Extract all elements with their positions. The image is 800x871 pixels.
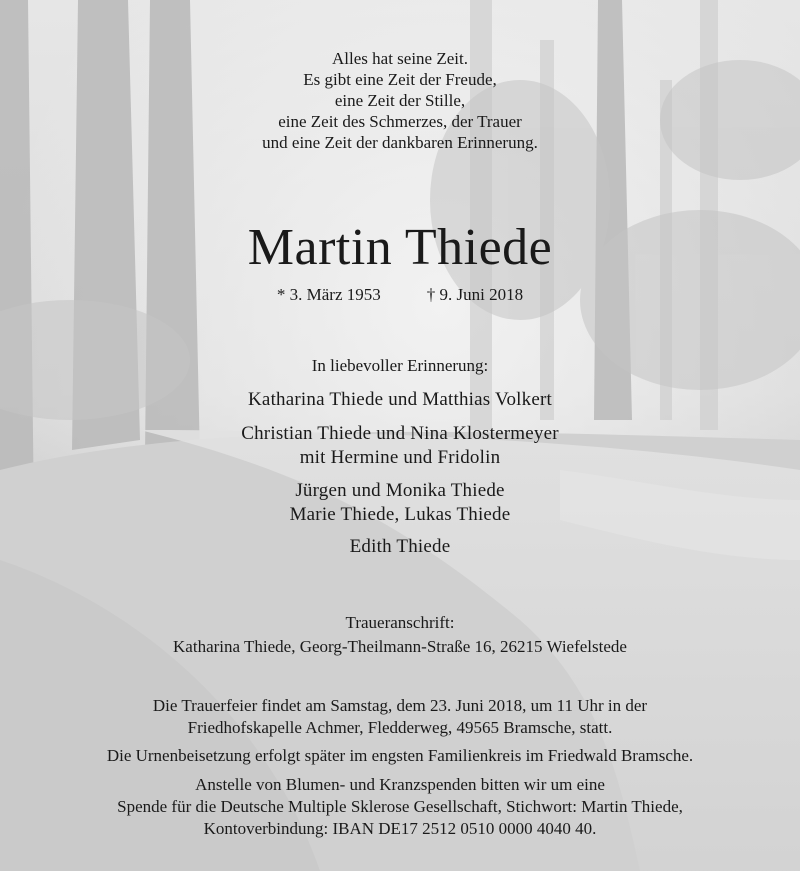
- deceased-name: Martin Thiede: [247, 219, 553, 276]
- donation-line-1: Anstelle von Blumen- und Kranzspenden bitten wir um eine: [195, 775, 605, 794]
- donation-line-3: Kontoverbindung: IBAN DE17 2512 0510 0000 4040 40.: [203, 819, 597, 838]
- funeral-line-2: Friedhofskapelle Achmer, Fledderweg, 49565 Bramsche, statt.: [187, 718, 613, 737]
- poem-line-5: und eine Zeit der dankbaren Erinnerung.: [262, 133, 538, 152]
- donation-line-2: Spende für die Deutsche Multiple Sklerose Gesellschaft, Stichwort: Martin Thiede,: [117, 797, 683, 816]
- poem-line-1: Alles hat seine Zeit.: [332, 49, 468, 68]
- poem-line-4: eine Zeit des Schmerzes, der Trauer: [278, 112, 522, 131]
- family-line-4: Jürgen und Monika Thiede: [295, 480, 505, 501]
- birth-date: * 3. März 1953: [276, 285, 381, 304]
- family-line-5: Marie Thiede, Lukas Thiede: [289, 504, 511, 525]
- burial-note: Die Urnenbeisetzung erfolgt später im engsten Familienkreis im Friedwald Bramsche.: [106, 746, 694, 765]
- poem-line-2: Es gibt eine Zeit der Freude,: [303, 70, 497, 89]
- family-line-6: Edith Thiede: [349, 536, 451, 557]
- family-line-3: mit Hermine und Fridolin: [299, 447, 501, 468]
- memory-heading: In liebevoller Erinnerung:: [311, 356, 489, 375]
- funeral-line-1: Die Trauerfeier findet am Samstag, dem 23. Juni 2018, um 11 Uhr in der: [152, 696, 648, 715]
- family-line-2: Christian Thiede und Nina Klostermeyer: [241, 423, 559, 444]
- mourning-address-label: Traueranschrift:: [345, 613, 455, 632]
- mourning-address: Katharina Thiede, Georg-Theilmann-Straße 16, 26215 Wiefelstede: [173, 637, 627, 656]
- family-line-1: Katharina Thiede und Matthias Volkert: [248, 389, 552, 410]
- death-date: † 9. Juni 2018: [426, 285, 524, 304]
- poem-line-3: eine Zeit der Stille,: [334, 91, 466, 110]
- life-dates: [0, 284, 800, 305]
